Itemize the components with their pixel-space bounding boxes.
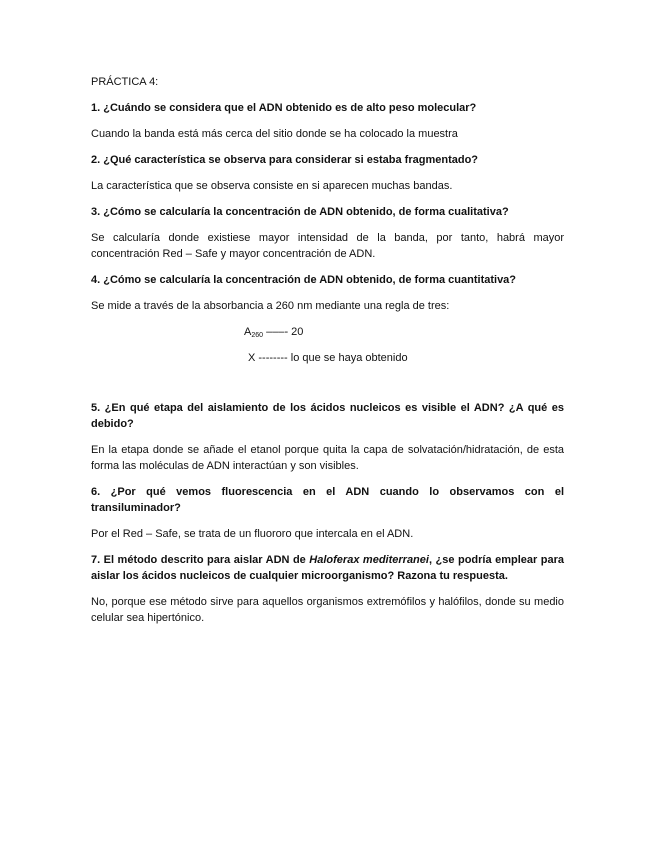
formula-symbol: A: [244, 326, 252, 338]
answer-6: Por el Red – Safe, se trata de un fluororo que intercala en el ADN.: [91, 528, 414, 540]
question-3: 3. ¿Cómo se calcularía la concentración de ADN obtenido, de forma cualitativa?: [91, 206, 509, 218]
question-2: 2. ¿Qué característica se observa para considerar si estaba fragmentado?: [91, 154, 479, 166]
answer-4: Se mide a través de la absorbancia a 260 nm mediante una regla de tres:: [91, 300, 450, 312]
question-4: 4. ¿Cómo se calcularía la concentración de ADN obtenido, de forma cuantitativa?: [91, 274, 517, 286]
answer-3: Se calcularía donde existiese mayor intensidad de la banda, por tanto, habrá mayor concentración Red – Safe y mayor concentración de ADN.: [91, 232, 564, 260]
question-7-part2: , ¿se podría emplear para aislar los ácidos nucleicos de cualquier microorganismo? Razona tu respuesta.: [91, 554, 565, 582]
question-1: 1. ¿Cuándo se considera que el ADN obtenido es de alto peso molecular?: [91, 102, 477, 114]
species-name: Haloferax mediterranei: [309, 554, 429, 566]
spacer: [91, 366, 564, 400]
formula-line-2: X -------- lo que se haya obtenido: [248, 352, 408, 364]
question-7: [91, 552, 564, 584]
answer-5: En la etapa donde se añade el etanol porque quita la capa de solvatación/hidratación, de esta forma las moléculas de ADN interactúan y son visibles.: [91, 444, 564, 472]
formula-line-1: [244, 324, 564, 340]
formula-rest: –––- 20: [263, 326, 304, 338]
answer-2: La característica que se observa consiste en si aparecen muchas bandas.: [91, 180, 453, 192]
question-6: 6. ¿Por qué vemos fluorescencia en el ADN cuando lo observamos con el transiluminador?: [91, 486, 564, 514]
question-5: 5. ¿En qué etapa del aislamiento de los ácidos nucleicos es visible el ADN? ¿A qué es debido?: [91, 402, 564, 430]
answer-7: No, porque ese método sirve para aquellos organismos extremófilos y halófilos, donde su medio celular sea hipertónico.: [91, 596, 564, 624]
question-7-part1: 7. El método descrito para aislar ADN de: [91, 554, 310, 566]
document-body: [91, 74, 564, 636]
formula-subscript: 260: [251, 332, 264, 339]
answer-1: Cuando la banda está más cerca del sitio donde se ha colocado la muestra: [91, 128, 458, 140]
page-title: PRÁCTICA 4:: [91, 76, 159, 88]
